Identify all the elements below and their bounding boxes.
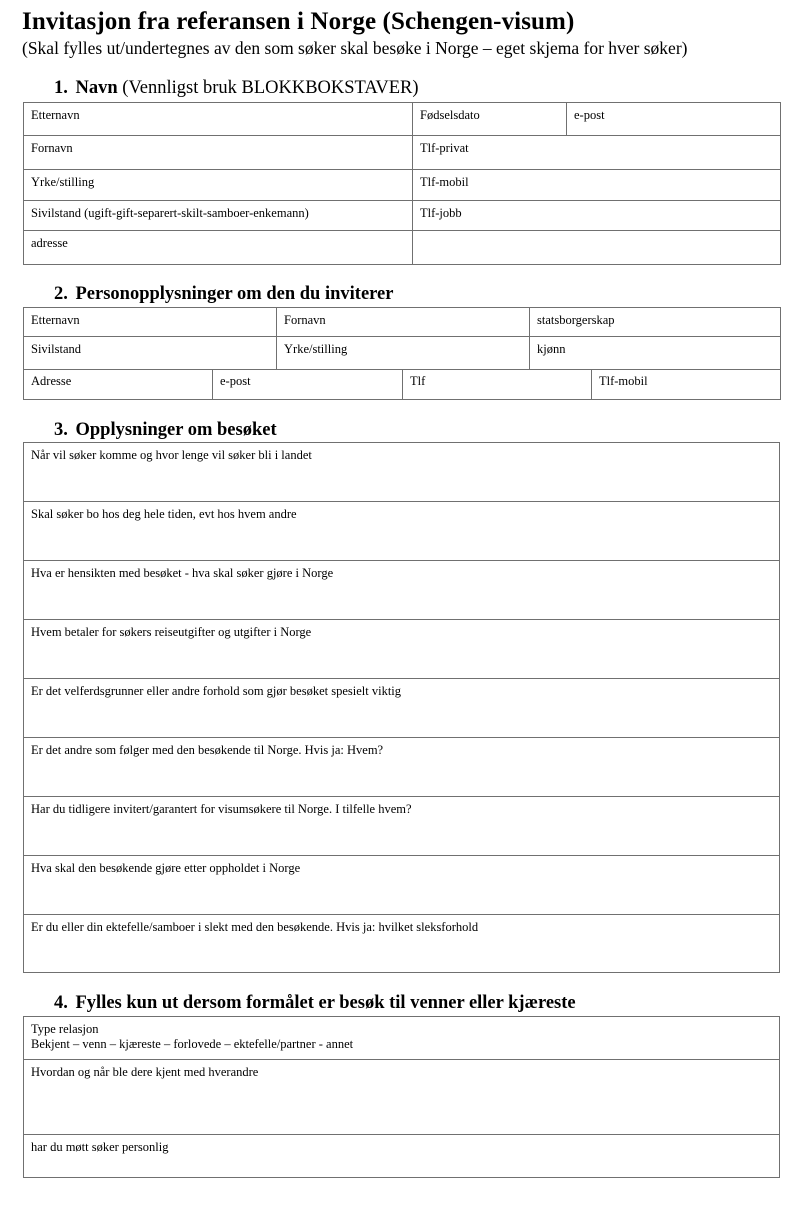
field-adresse[interactable]: adresse — [24, 231, 413, 265]
invitee-yrke-stilling[interactable]: Yrke/stilling — [277, 337, 530, 370]
invitee-adresse[interactable]: Adresse — [24, 369, 213, 399]
how-met-field[interactable]: Hvordan og når ble dere kjent med hverandre — [24, 1060, 780, 1135]
section-3-number: 3. — [54, 420, 68, 440]
field-yrke-stilling[interactable]: Yrke/stilling — [24, 170, 413, 201]
field-fodselsdato[interactable]: Fødselsdato — [413, 103, 567, 136]
section-3-heading — [54, 420, 277, 441]
relation-type-options: Bekjent – venn – kjæreste – forlovede – ektefelle/partner - annet — [31, 1037, 354, 1051]
invitee-etternavn[interactable]: Etternavn — [24, 308, 277, 337]
field-epost[interactable]: e-post — [567, 103, 781, 136]
visit-question[interactable]: Hva er hensikten med besøket - hva skal søker gjøre i Norge — [24, 561, 780, 620]
section-4-heading — [54, 993, 576, 1014]
visit-question[interactable]: Hva skal den besøkende gjøre etter oppholdet i Norge — [24, 856, 780, 915]
visit-question[interactable]: Er det velferdsgrunner eller andre forhold som gjør besøket spesielt viktig — [24, 679, 780, 738]
invitee-tlf[interactable]: Tlf — [403, 369, 592, 399]
visit-question[interactable]: Er du eller din ektefelle/samboer i slekt med den besøkende. Hvis ja: hvilket sleksforhold — [24, 915, 780, 973]
section-3-title: Opplysninger om besøket — [75, 420, 277, 440]
invitee-epost[interactable]: e-post — [213, 369, 403, 399]
field-tlf-mobil[interactable]: Tlf-mobil — [413, 170, 781, 201]
section-2-table-bottom — [23, 369, 781, 400]
section-4-table — [23, 1016, 780, 1178]
visit-question[interactable]: Hvem betaler for søkers reiseutgifter og utgifter i Norge — [24, 620, 780, 679]
visit-question[interactable]: Skal søker bo hos deg hele tiden, evt hos hvem andre — [24, 502, 780, 561]
relation-type-label: Type relasjon — [31, 1022, 99, 1036]
invitee-fornavn[interactable]: Fornavn — [277, 308, 530, 337]
field-adresse-blank[interactable] — [413, 231, 781, 265]
section-1-heading — [54, 78, 419, 99]
met-personally-field[interactable]: har du møtt søker personlig — [24, 1135, 780, 1178]
page-title: Invitasjon fra referansen i Norge (Schengen-visum) — [22, 8, 575, 35]
section-2-heading — [54, 284, 393, 305]
invitee-sivilstand[interactable]: Sivilstand — [24, 337, 277, 370]
section-2-number: 2. — [54, 284, 68, 304]
section-1-table — [23, 102, 781, 265]
field-etternavn[interactable]: Etternavn — [24, 103, 413, 136]
field-fornavn[interactable]: Fornavn — [24, 136, 413, 170]
section-2-title: Personopplysninger om den du inviterer — [75, 284, 394, 304]
relation-type-field[interactable] — [24, 1017, 780, 1060]
section-4-number: 4. — [54, 993, 68, 1013]
page-subtitle: (Skal fylles ut/undertegnes av den som søker skal besøke i Norge – eget skjema for hver søker) — [22, 38, 688, 58]
visit-question[interactable]: Når vil søker komme og hvor lenge vil søker bli i landet — [24, 443, 780, 502]
visit-question[interactable]: Har du tidligere invitert/garantert for visumsøkere til Norge. I tilfelle hvem? — [24, 797, 780, 856]
field-tlf-privat[interactable]: Tlf-privat — [413, 136, 781, 170]
invitee-kjonn[interactable]: kjønn — [530, 337, 781, 370]
section-3-table — [23, 442, 780, 973]
field-sivilstand[interactable]: Sivilstand (ugift-gift-separert-skilt-samboer-enkemann) — [24, 201, 413, 231]
invitee-statsborgerskap[interactable]: statsborgerskap — [530, 308, 781, 337]
section-1-title: Navn — [75, 78, 118, 98]
visit-question[interactable]: Er det andre som følger med den besøkende til Norge. Hvis ja: Hvem? — [24, 738, 780, 797]
section-2-table-top — [23, 307, 781, 370]
section-1-number: 1. — [54, 78, 68, 98]
field-tlf-jobb[interactable]: Tlf-jobb — [413, 201, 781, 231]
invitee-tlf-mobil[interactable]: Tlf-mobil — [592, 369, 781, 399]
section-4-title: Fylles kun ut dersom formålet er besøk til venner eller kjæreste — [75, 993, 576, 1013]
section-1-note: (Vennligst bruk BLOKKBOKSTAVER) — [122, 78, 419, 98]
